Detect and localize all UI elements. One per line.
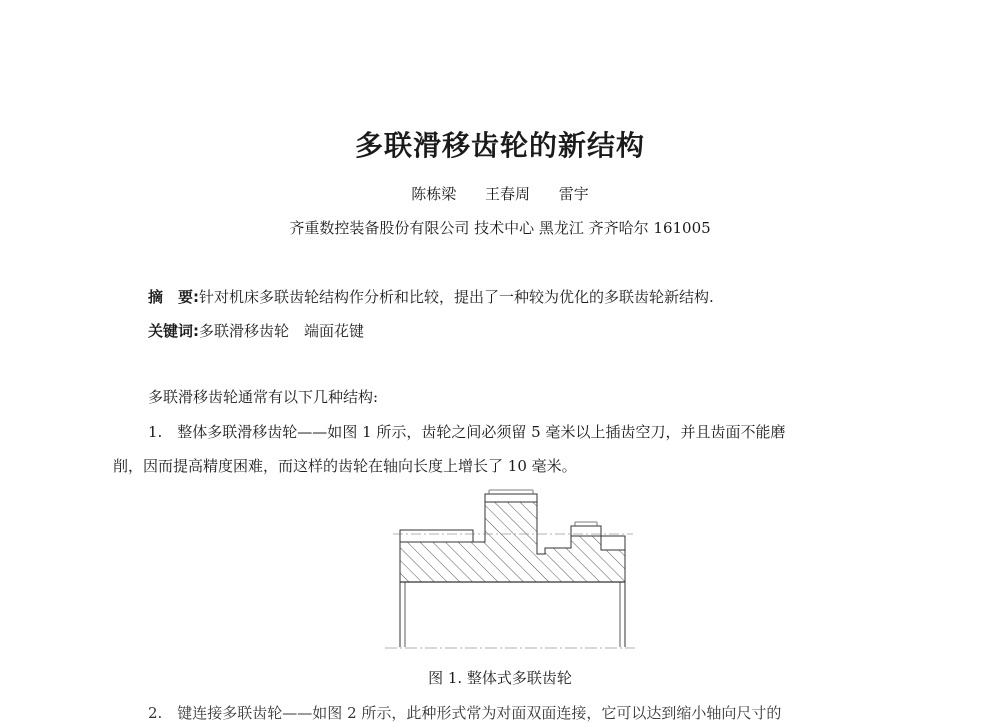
author-list (0, 183, 1000, 204)
keywords (148, 320, 364, 341)
body-item1-line2: 削，因而提高精度困难，而这样的齿轮在轴向长度上增长了 10 毫米。 (113, 457, 577, 475)
author-name: 王春周 (484, 185, 530, 203)
author-name: 雷宇 (558, 185, 589, 203)
body-item2-partial: 2. 键连接多联齿轮——如图 2 所示，此种形式常为对面双面连接，它可以达到缩小轴向尺寸的 (148, 704, 782, 722)
keywords-text: 多联滑移齿轮 端面花键 (199, 322, 365, 340)
keywords-label: 关键词: (148, 322, 199, 340)
body-intro: 多联滑移齿轮通常有以下几种结构: (148, 388, 379, 406)
gear-section (400, 502, 625, 582)
abstract (148, 286, 714, 307)
figure-1-gear-drawing (385, 482, 635, 652)
abstract-text: 针对机床多联齿轮结构作分析和比较，提出了一种较为优化的多联齿轮新结构. (199, 288, 714, 306)
abstract-label: 摘 要: (148, 288, 199, 306)
gear-outline-left (400, 530, 473, 542)
paper-title: 多联滑移齿轮的新结构 (354, 129, 645, 162)
figure-1-caption: 图 1. 整体式多联齿轮 (428, 669, 572, 687)
author-name: 陈栋梁 (411, 185, 457, 203)
body-item1-line1: 1. 整体多联滑移齿轮——如图 1 所示，齿轮之间必须留 5 毫米以上插齿空刀，并且齿面不能磨 (148, 423, 786, 441)
affiliation: 齐重数控装备股份有限公司 技术中心 黑龙江 齐齐哈尔 161005 (289, 219, 711, 237)
